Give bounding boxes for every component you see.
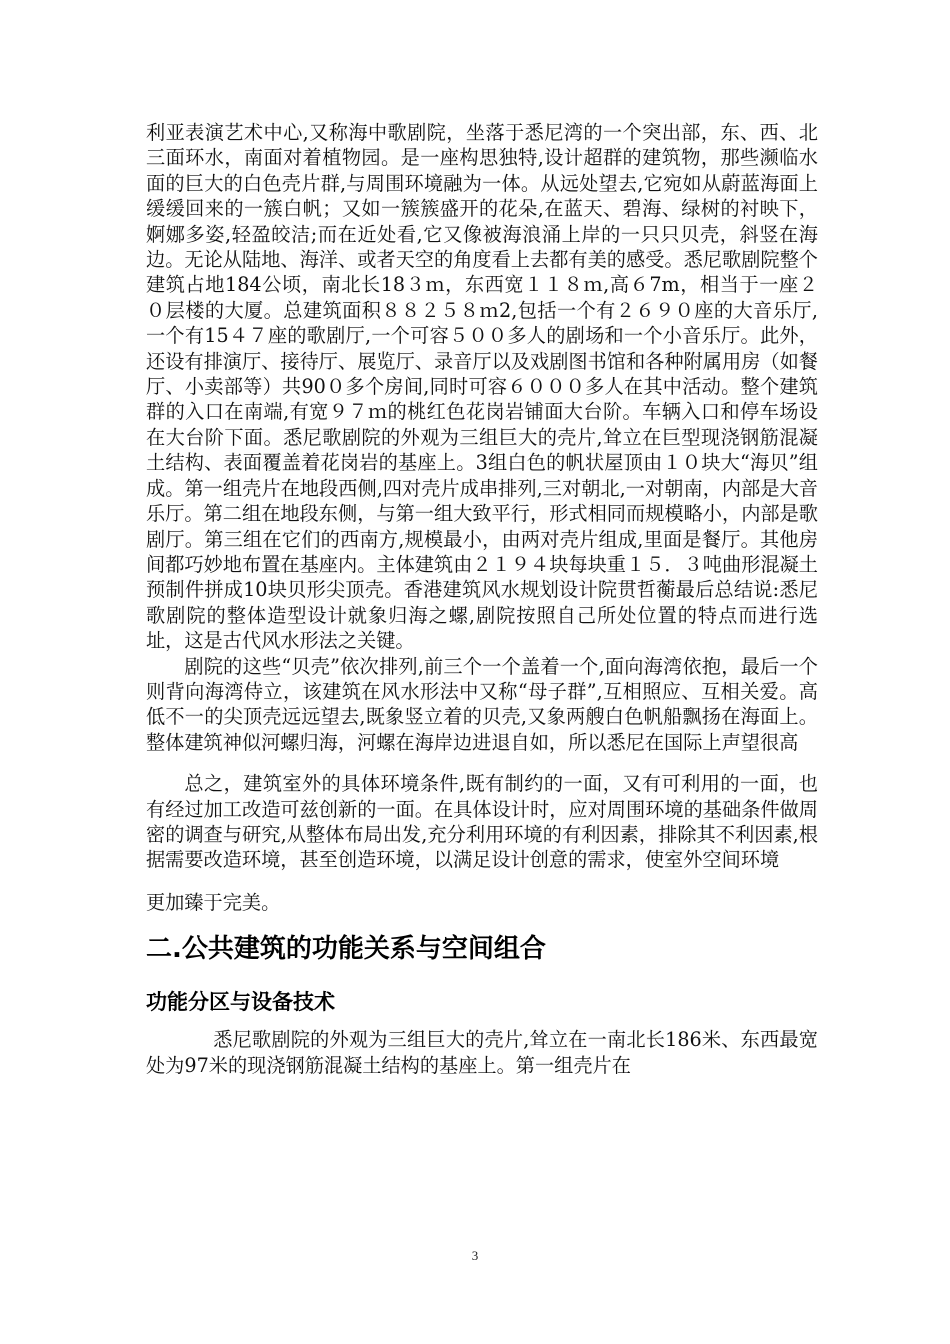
page-number: 3 <box>471 1248 479 1263</box>
paragraph-summary: 总之，建筑室外的具体环境条件,既有制约的一面，又有可利用的一面，也有经过加工改造可兹创新的一面。在具体设计时，应对周围环境的基础条件做周密的调查与研究,从整体布局出发,充分利用环境的有利因素，排除其不利因素,根据需要改造环境，甚至创造环境，以满足设计创意的需求，使室外空间环境 <box>146 772 818 872</box>
paragraph-sydney-opera-house-description: 利亚表演艺术中心,又称海中歌剧院，坐落于悉尼湾的一个突出部，东、西、北三面环水，南面对着植物园。是一座构思独特,设计超群的建筑物，那些濒临水面的巨大的白色壳片群,与周围环境融为一体。从远处望去,它宛如从蔚蓝海面上缓缓回来的一簇白帆；又如一簇簇盛开的花朵,在蓝天、碧海、绿树的衬映下，婀娜多姿,轻盈皎洁;而在近处看,它又像被海浪涌上岸的一只只贝壳，斜竖在海边。无论从陆地、海洋、或者天空的角度看上去都有美的感受。悉尼歌剧院整个建筑占地184公顷，南北长18３ｍ，东西宽１１８ｍ,高６7m，相当于一座２０层楼的大厦。总建筑面积８８２５８ｍ2,包括一个有２６９０座的大音乐厅,一个有15４７座的歌剧厅,一个可容５００多人的剧场和一个小音乐厅。此外，还设有排演厅、接待厅、展览厅、录音厅以及戏剧图书馆和各种附属用房（如餐厅、小卖部等）共90０多个房间,同时可容６０００多人在其中活动。整个建筑群的入口在南端,有宽９７ｍ的桃红色花岗岩铺面大台阶。车辆入口和停车场设在大台阶下面。悉尼歌剧院的外观为三组巨大的壳片,耸立在巨型现浇钢筋混凝土结构、表面覆盖着花岗岩的基座上。3组白色的帆状屋顶由１０块大“海贝”组成。第一组壳片在地段西侧,四对壳片成串排列,三对朝北,一对朝南，内部是大音乐厅。第二组在地段东侧，与第一组大致平行，形式相同而规模略小，内部是歌剧厅。第三组在它们的西南方,规模最小，由两对壳片组成,里面是餐厅。其他房间都巧妙地布置在基座内。主体建筑由２１９４块每块重１５．３吨曲形混凝土预制件拼成10块贝形尖顶壳。香港建筑风水规划设计院贯哲蘅最后总结说:悉尼歌剧院的整体造型设计就象归海之螺,剧院按照自己所处位置的特点而进行选址，这是古代风水形法之关键。 <box>146 121 818 653</box>
paragraph-functional-zoning: 悉尼歌剧院的外观为三组巨大的壳片,耸立在一南北长186米、东西最宽处为97米的现浇钢筋混凝土结构的基座上。第一组壳片在 <box>146 1028 818 1077</box>
paragraph-shells-fengshui: 剧院的这些“贝壳”依次排列,前三个一个盖着一个,面向海湾依抱，最后一个则背向海湾侍立，该建筑在风水形法中又称“母子群”,互相照应、互相关爱。高低不一的尖顶壳远远望去,既象竖立着的贝壳,又象两艘白色帆船飘扬在海面上。整体建筑神似河螺归海，河螺在海岸边进退自如，所以悉尼在国际上声望很高 <box>146 654 818 754</box>
subsection-heading: 功能分区与设备技术 <box>146 990 335 1015</box>
paragraph-summary-continued: 更加臻于完美。 <box>146 890 281 914</box>
section-heading: 二.公共建筑的功能关系与空间组合 <box>146 934 546 965</box>
page-content <box>146 120 818 1078</box>
